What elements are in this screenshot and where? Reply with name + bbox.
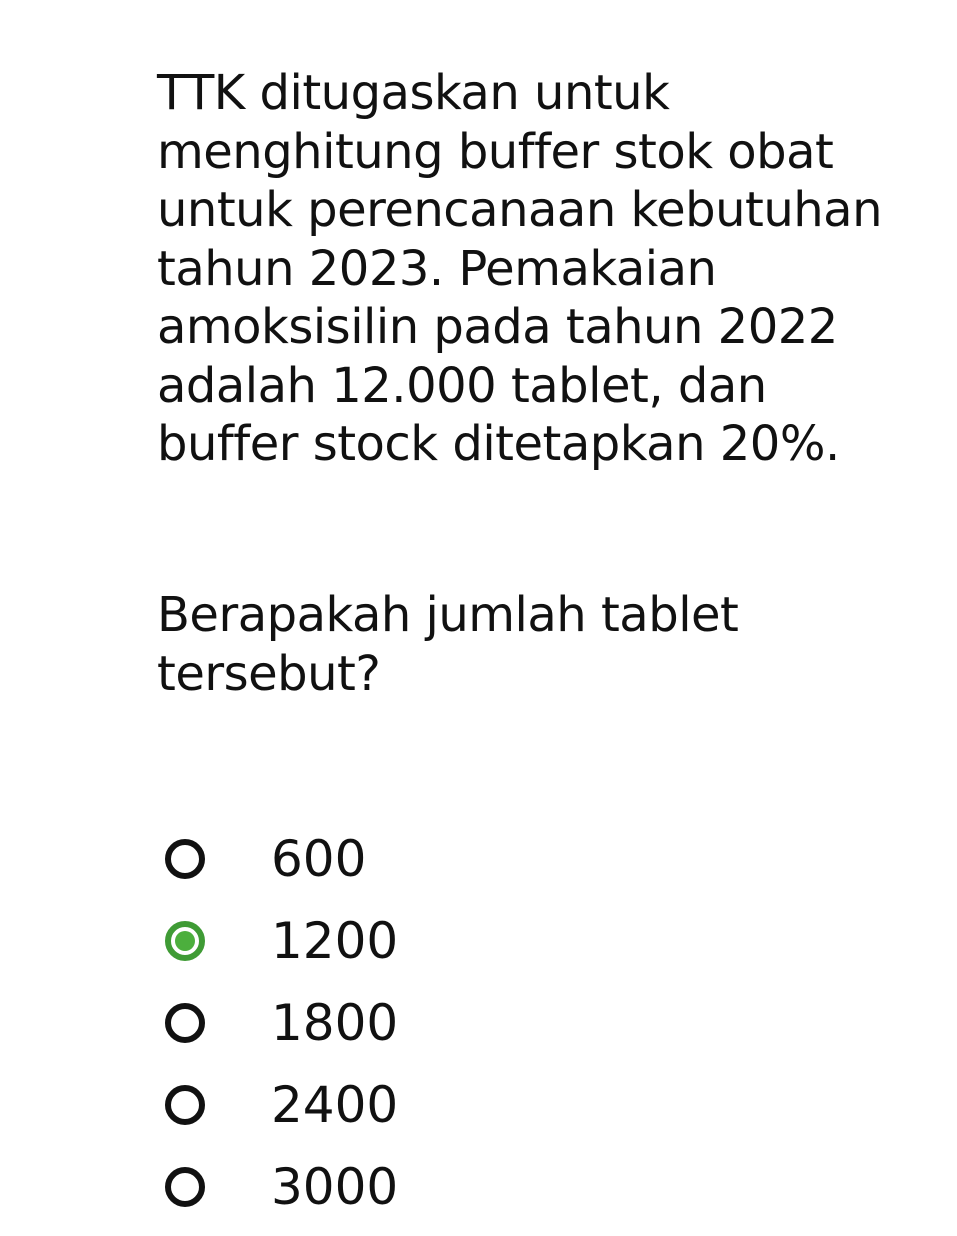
answer-option-1800[interactable] [165, 982, 765, 1064]
answer-option-label: 2400 [271, 1076, 399, 1134]
radio-button-icon[interactable] [165, 1085, 205, 1125]
question-line: tahun 2023. Pemakaian [157, 240, 717, 297]
radio-button-selected-icon[interactable] [165, 921, 205, 961]
answer-option-label: 1800 [271, 994, 399, 1052]
question-line: untuk perencanaan kebutuhan [157, 182, 883, 238]
answer-option-1200[interactable] [165, 900, 765, 982]
radio-button-icon[interactable] [165, 839, 205, 879]
answer-option-label: 1200 [271, 912, 399, 970]
answer-option-3000[interactable] [165, 1146, 765, 1228]
radio-button-icon[interactable] [165, 1167, 205, 1207]
answer-options [165, 818, 765, 1228]
question-line: TTK ditugaskan untuk [157, 65, 670, 121]
answer-option-2400[interactable] [165, 1064, 765, 1146]
question-line: adalah 12.000 tablet, dan [157, 357, 767, 414]
question-text [157, 64, 917, 474]
question-line: amoksisilin pada tahun 2022 [157, 299, 838, 355]
answer-option-label: 600 [271, 830, 367, 888]
prompt-line: Berapakah jumlah tablet [157, 587, 739, 643]
question-prompt [157, 586, 917, 703]
question-line: buffer stock ditetapkan 20%. [157, 416, 840, 472]
radio-button-icon[interactable] [165, 1003, 205, 1043]
answer-option-600[interactable] [165, 818, 765, 900]
question-line: menghitung buffer stok obat [157, 123, 834, 180]
answer-option-label: 3000 [271, 1158, 399, 1216]
prompt-line: tersebut? [157, 645, 381, 702]
